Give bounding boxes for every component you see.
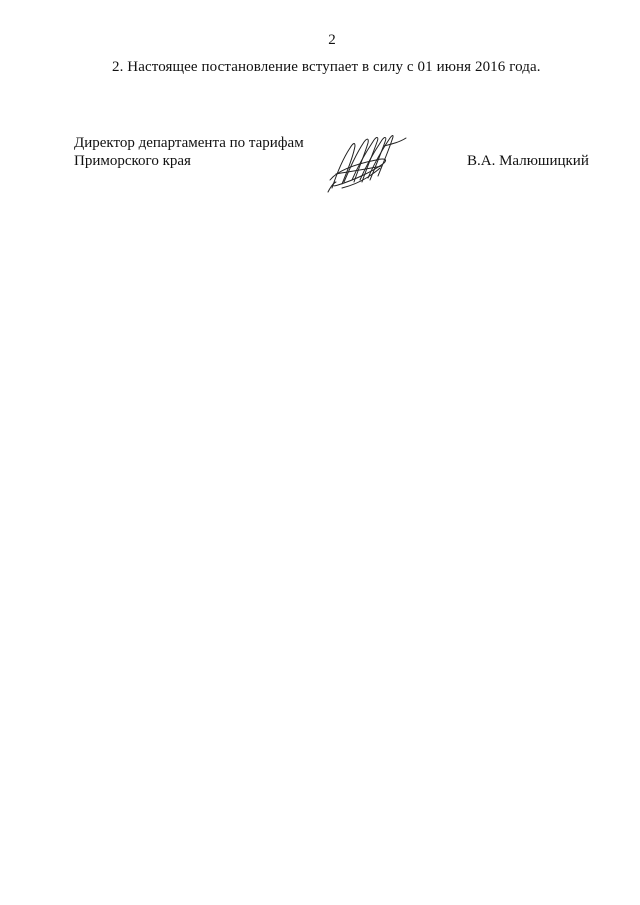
signatory-position-line-2: Приморского края [74,153,191,169]
handwritten-signature [322,130,412,194]
signatory-position-line-1: Директор департамента по тарифам [74,135,304,151]
signatory-name: В.А. Малюшицкий [467,153,589,169]
page-number: 2 [328,32,336,48]
signatory-position [74,134,304,170]
clause-paragraph: 2. Настоящее постановление вступает в силу с 01 июня 2016 года. [112,59,541,75]
